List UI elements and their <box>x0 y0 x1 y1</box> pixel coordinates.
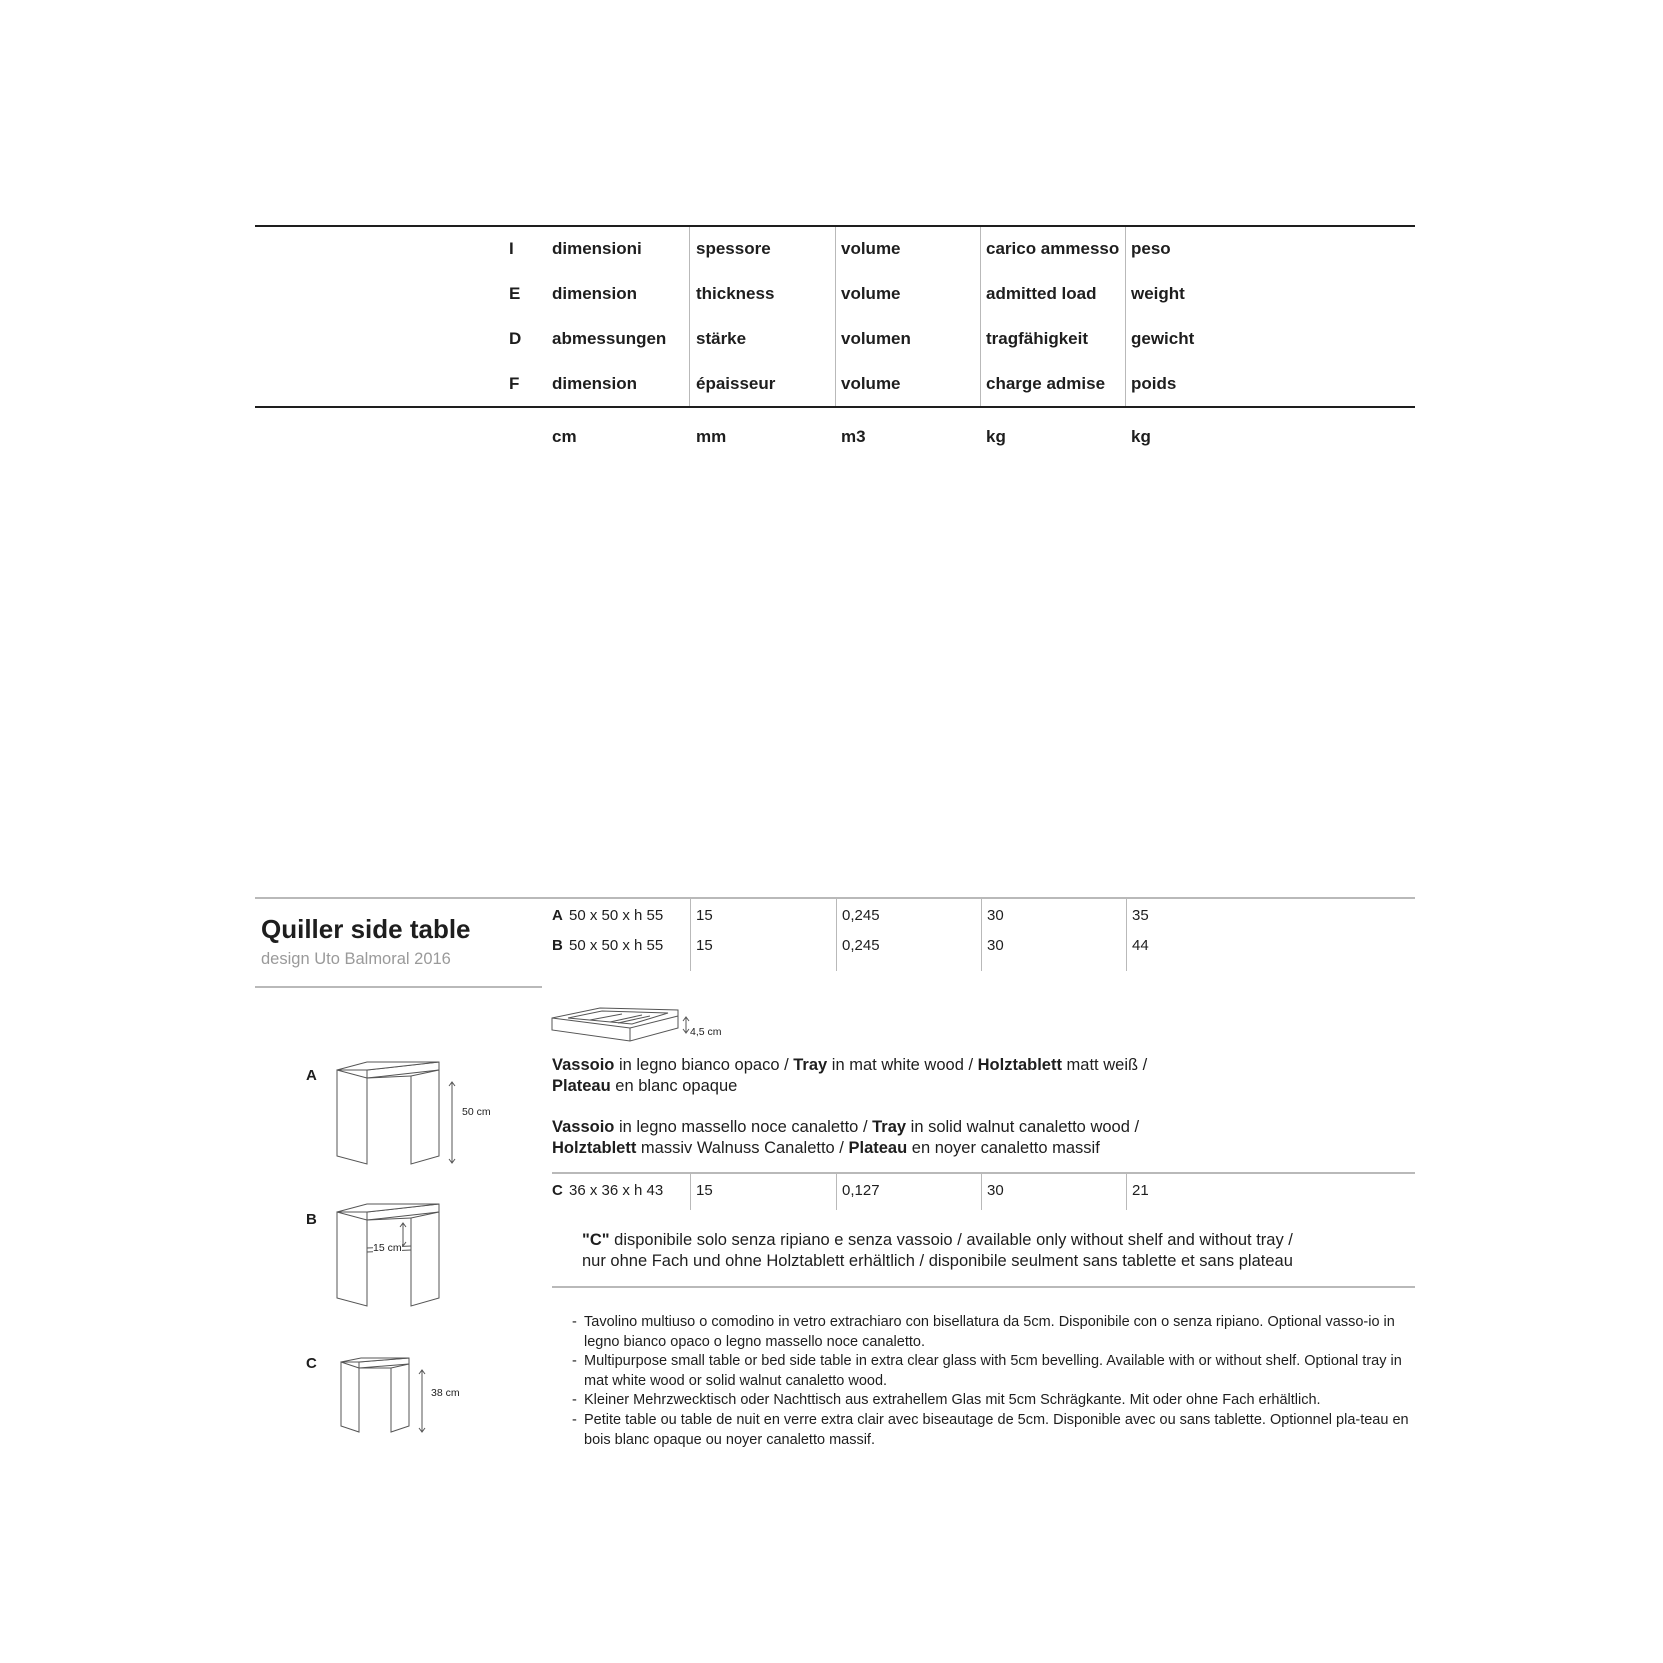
unit-dimension: cm <box>552 427 577 446</box>
row-col-divider <box>836 899 837 971</box>
table-a-drawing <box>335 1060 445 1170</box>
row-code: C <box>552 1182 563 1199</box>
lang-code: F <box>509 374 520 393</box>
header-thickness: thickness <box>696 284 775 303</box>
row-thickness: 15 <box>696 1182 713 1199</box>
header-weight: poids <box>1131 374 1177 393</box>
lang-code: E <box>509 284 521 303</box>
drawing-dim-label: 15 cm <box>373 1242 402 1254</box>
row-code: B <box>552 937 563 954</box>
row-weight: 21 <box>1132 1182 1149 1199</box>
header-load: tragfähigkeit <box>986 329 1089 348</box>
header-volume: volume <box>841 239 901 258</box>
row-col-divider <box>836 1174 837 1210</box>
row-weight: 35 <box>1132 907 1149 924</box>
product-top-rule <box>255 897 1415 899</box>
table-b-drawing <box>335 1202 445 1312</box>
height-arrow-icon <box>416 1368 428 1434</box>
row-col-divider <box>690 1174 691 1210</box>
row-thickness: 15 <box>696 937 713 954</box>
drawing-dim-label: 50 cm <box>462 1106 491 1118</box>
header-col-divider <box>835 227 836 406</box>
product-title: Quiller side table <box>261 914 471 944</box>
row-load: 30 <box>987 937 1004 954</box>
header-weight: peso <box>1131 239 1171 258</box>
row-col-divider <box>1126 899 1127 971</box>
header-dimension: abmessungen <box>552 329 667 348</box>
header-dimension: dimensioni <box>552 239 642 258</box>
tray-option-walnut: Vassoio in legno massello noce canaletto / Tray in solid walnut canaletto wood / Holztablett massiv Walnuss Canaletto / Plateau en noyer canaletto massif <box>552 1118 1140 1157</box>
row-code: A <box>552 907 563 924</box>
c-availability-note: "C" disponibile solo senza ripiano e senza vassoio / available only without shelf and without tray / nur ohne Fach und ohne Holztablett erhältlich / disponibile seulment sans tablette et sans plateau <box>582 1231 1293 1270</box>
row-c-top-rule <box>552 1172 1415 1174</box>
header-load: carico ammesso <box>986 239 1120 258</box>
description-fr: - Petite table ou table de nuit en verre extra clair avec biseautage de 5cm. Disponible avec ou sans tablette. Optionnel pla-teau en bois blanc opaque ou noyer canaletto massif. <box>572 1412 1409 1448</box>
description-it: - Tavolino multiuso o comodino in vetro extrachiaro con bisellatura da 5cm. Disponibile con o senza ripiano. Optional vasso-io in legno bianco opaco o legno massello noce canaletto. <box>572 1314 1395 1350</box>
table-c-drawing <box>339 1356 414 1436</box>
description-en: - Multipurpose small table or bed side table in extra clear glass with 5cm bevelling. Available with or without shelf. Optional tray in mat white wood or solid walnut canaletto wood. <box>572 1353 1402 1389</box>
product-subtitle: design Uto Balmoral 2016 <box>261 950 451 968</box>
title-underline <box>255 986 542 988</box>
header-volume: volume <box>841 284 901 303</box>
row-col-divider <box>981 1174 982 1210</box>
row-thickness: 15 <box>696 907 713 924</box>
header-col-divider <box>1125 227 1126 406</box>
row-volume: 0,127 <box>842 1182 880 1199</box>
lang-code: D <box>509 329 522 348</box>
row-col-divider <box>690 899 691 971</box>
unit-load: kg <box>986 427 1006 446</box>
header-volume: volume <box>841 374 901 393</box>
drawing-dim-label: 38 cm <box>431 1387 460 1399</box>
header-col-divider <box>689 227 690 406</box>
row-load: 30 <box>987 1182 1004 1199</box>
header-bottom-rule <box>255 406 1415 408</box>
row-load: 30 <box>987 907 1004 924</box>
height-arrow-icon <box>446 1080 458 1165</box>
tray-option-white: Vassoio in legno bianco opaco / Tray in mat white wood / Holztablett matt weiß / Plateau en blanc opaque <box>552 1056 1148 1095</box>
row-volume: 0,245 <box>842 907 880 924</box>
c-note-bottom-rule <box>552 1286 1415 1288</box>
header-dimension: dimension <box>552 284 638 303</box>
header-thickness: stärke <box>696 329 747 348</box>
header-col-divider <box>980 227 981 406</box>
drawing-letter: A <box>306 1067 317 1084</box>
description-de: - Kleiner Mehrzwecktisch oder Nachttisch aus extrahellem Glas mit 5cm Schrägkante. Mit oder ohne Fach erhältlich. <box>572 1392 1321 1408</box>
unit-thickness: mm <box>696 427 727 446</box>
tray-height-label: 4,5 cm <box>690 1026 722 1038</box>
row-volume: 0,245 <box>842 937 880 954</box>
lang-code: I <box>509 239 514 258</box>
row-dimension: 50 x 50 x h 55 <box>569 937 664 954</box>
row-dimension: 50 x 50 x h 55 <box>569 907 664 924</box>
row-col-divider <box>981 899 982 971</box>
header-volume: volumen <box>841 329 911 348</box>
drawing-letter: C <box>306 1355 317 1372</box>
header-load: charge admise <box>986 374 1106 393</box>
row-col-divider <box>1126 1174 1127 1210</box>
drawing-letter: B <box>306 1211 317 1228</box>
header-weight: gewicht <box>1131 329 1195 348</box>
row-dimension: 36 x 36 x h 43 <box>569 1182 664 1199</box>
unit-weight: kg <box>1131 427 1151 446</box>
header-dimension: dimension <box>552 374 638 393</box>
unit-volume: m3 <box>841 427 866 446</box>
header-thickness: spessore <box>696 239 771 258</box>
header-thickness: épaisseur <box>696 374 776 393</box>
header-weight: weight <box>1131 284 1185 303</box>
header-load: admitted load <box>986 284 1097 303</box>
row-weight: 44 <box>1132 937 1149 954</box>
